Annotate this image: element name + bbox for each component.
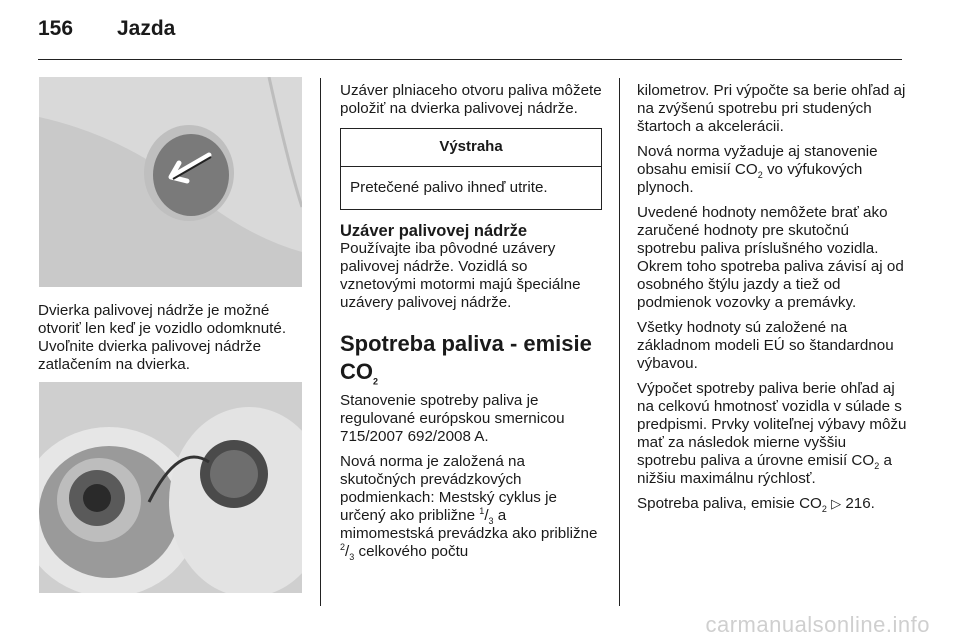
fuel-door-closed-photo [39,77,302,287]
paragraph: kilometrov. Pri výpočte sa berie ohľad aj na zvýšenú spotrebu pri studených štartoch a akcelerácii. [637,82,906,135]
paragraph: Dvierka palivovej nádrže je možné otvoriť len keď je vozidlo odomknuté. Uvoľnite dvierka palivovej nádrže zatlačením na dvierka. [38,302,287,373]
subscript: 2 [821,504,827,515]
fraction-denominator: 3 [488,516,494,527]
heading-text: Spotreba paliva - emisie CO [340,331,592,384]
middle-column [340,82,602,568]
subheading: Uzáver palivovej nádrže [340,222,528,240]
fuel-filler-open-illustration [39,382,302,593]
warning-title: Výstraha [341,129,601,167]
paragraph: Uzáver plniaceho otvoru paliva môžete položiť na dvierka palivovej nádrže. [340,82,602,117]
paragraph [637,380,909,488]
page-number: 156 [38,17,74,40]
subscript: 2 [874,461,880,472]
paragraph: Používajte iba pôvodné uzávery palivovej nádrže. Vozidlá so vznetovými motormi majú špeciálne uzávery palivovej nádrže. [340,240,581,311]
left-column [38,302,310,381]
page-reference-arrow-icon: ▷ [831,496,842,511]
text-run: Nová norma vyžaduje aj stanovenie obsahu emisií CO [637,143,878,178]
paragraph: Uvedené hodnoty nemôžete brať ako zaručené hodnoty pre skutočnú spotrebu paliva príslušného vozidla. Okrem toho spotreba paliva závisí aj od osobného štýlu jazdy a tiež od podmienok vozovky a premávky. [637,204,904,311]
page-reference-number: 216. [841,495,875,512]
warning-box [340,128,602,210]
subscript: 2 [757,170,763,181]
header-divider [38,59,902,60]
section-title: Jazda [117,17,176,40]
fuel-filler-open-photo [39,382,302,593]
column-divider-2 [619,78,620,606]
text-run: celkového počtu [354,543,469,560]
paragraph: Stanovenie spotreby paliva je regulované európskou smernicou 715/2007 692/2008 A. [340,392,565,445]
fraction-numerator: 2 [340,541,346,552]
text-run: a nižšiu maximálnu rýchlosť. [637,452,892,487]
warning-text: Pretečené palivo ihneď utrite. [350,179,548,196]
fraction-denominator: 3 [349,552,355,563]
heading-subscript: 2 [373,376,379,387]
paragraph: Všetky hodnoty sú založené na základnom modeli EÚ so štandardnou výbavou. [637,319,894,372]
text-run: a mimomestská prevádzka ako približne [340,507,598,542]
text-run: Spotreba paliva, emisie CO [637,495,822,512]
fuel-door-closed-illustration [39,77,302,287]
section-heading [340,330,602,386]
paragraph [637,143,909,197]
paragraph: Nová norma je založená na skutočných prevádzkových podmienkach: Mestský cyklus je určený ako približne $^1/_3$ a mimomestská prevádzka ako približne $^2/_3$ celkového počtu [340,453,598,563]
fraction-numerator: 1 [479,505,485,516]
text-run: Výpočet spotreby paliva berie ohľad aj na celkovú hmotnosť vozidla v súlade s predpismi. Prvky voliteľnej výbavy môžu mať za následok mierne vyššiu spotrebu paliva a úrovne emisií CO [637,380,907,469]
watermark: carmanualsonline.info [705,612,930,637]
column-divider-1 [320,78,321,606]
right-column [637,82,909,520]
page-reference[interactable] [637,495,909,513]
text-run: vo výfukových plynoch. [637,161,863,196]
text-run: Nová norma je založená na skutočných prevádzkových podmienkach: Mestský cyklus je určený ako približne [340,453,557,524]
